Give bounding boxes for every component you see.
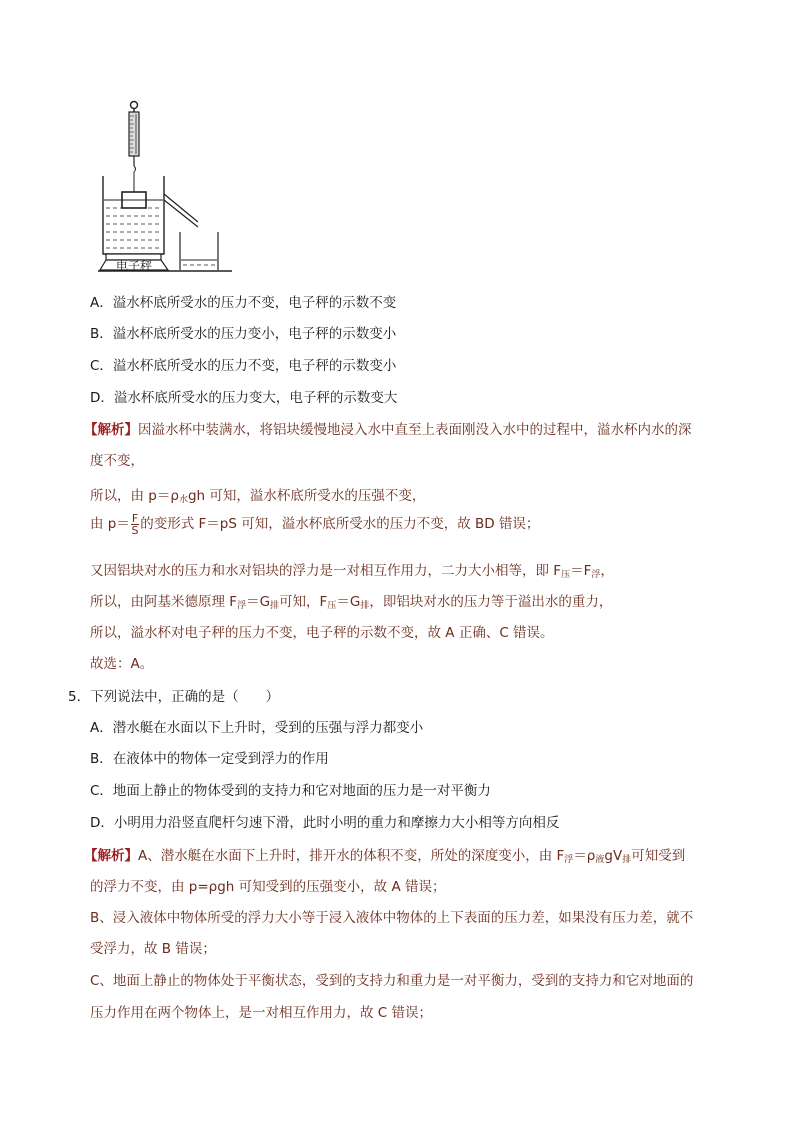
analysis-tag: 【解析】 xyxy=(84,422,138,438)
scale-label: 电子秤 xyxy=(116,259,153,273)
q5-option-b: B．在液体中的物体一定受到浮力的作用 xyxy=(90,751,329,767)
overflow-cup-diagram xyxy=(98,96,238,278)
q4-answer: 故选：A。 xyxy=(90,656,154,672)
q4-analysis-line-4: 由 p＝ $\frac{F}{S}$ 的变形式 F＝pS 可知，溢水杯底所受水的压力不变，故 BD 错误； xyxy=(90,511,540,537)
q5-stem: 5．下列说法中，正确的是（ ） xyxy=(68,689,280,705)
q4-option-d: D．溢水杯底所受水的压力变大，电子秤的示数变大 xyxy=(90,390,398,406)
q5-analysis-line-6: 压力作用在两个物体上，是一对相互作用力，故 C 错误； xyxy=(90,1005,433,1021)
q5-option-d: D．小明用力沿竖直爬杆匀速下滑，此时小明的重力和摩擦力大小相等方向相反 xyxy=(90,815,560,831)
q4-analysis-line-6: 所以，由阿基米德原理 $F_浮=G_排$可知，$F_压=G_排$，即铝块对水的压力等于溢出水的重力， xyxy=(90,594,613,611)
q4-option-b: B．溢水杯底所受水的压力变小，电子秤的示数变小 xyxy=(90,326,397,342)
q4-analysis-line-2: 度不变， xyxy=(90,453,144,469)
experiment-figure xyxy=(98,96,238,278)
q5-analysis-line-5: C、地面上静止的物体处于平衡状态，受到的支持力和重力是一对平衡力，受到的支持力和它对地面的 xyxy=(90,973,694,989)
q4-analysis-line-7: 所以，溢水杯对电子秤的压力不变，电子秤的示数不变，故 A 正确、C 错误。 xyxy=(90,625,554,641)
q5-analysis-line-4: 受浮力，故 B 错误； xyxy=(90,941,216,957)
q4-analysis-line-3: 所以，由 $p=\rho_水gh$ 可知，溢水杯底所受水的压强不变， xyxy=(90,488,426,505)
fraction-f-over-s: $\frac{F}{S}$ xyxy=(131,511,139,537)
analysis-tag: 【解析】 xyxy=(84,848,138,864)
q5-analysis-line-1: 【解析】A、潜水艇在水面下上升时，排开水的体积不变，所处的深度变小，由 $F_浮=\rho_液gV_排$可知受到 xyxy=(84,848,686,865)
q4-option-c: C．溢水杯底所受水的压力不变，电子秤的示数变小 xyxy=(90,358,397,374)
q4-analysis-line-1: 【解析】因溢水杯中装满水，将铝块缓慢地浸入水中直至上表面刚没入水中的过程中，溢水杯内水的深 xyxy=(84,422,692,438)
q5-analysis-line-3: B、浸入液体中物体所受的浮力大小等于浸入液体中物体的上下表面的压力差，如果没有压力差，就不 xyxy=(90,910,694,926)
q5-analysis-line-2: 的浮力不变，由 p=ρgh 可知受到的压强变小，故 A 错误； xyxy=(90,879,446,895)
q5-option-a: A．潜水艇在水面以下上升时，受到的压强与浮力都变小 xyxy=(90,720,424,736)
q5-option-c: C．地面上静止的物体受到的支持力和它对地面的压力是一对平衡力 xyxy=(90,783,491,799)
q4-option-a: A．溢水杯底所受水的压力不变，电子秤的示数不变 xyxy=(90,295,397,311)
q4-analysis-line-5: 又因铝块对水的压力和水对铝块的浮力是一对相互作用力，二力大小相等，即 $F_压=F_浮$， xyxy=(90,563,614,580)
